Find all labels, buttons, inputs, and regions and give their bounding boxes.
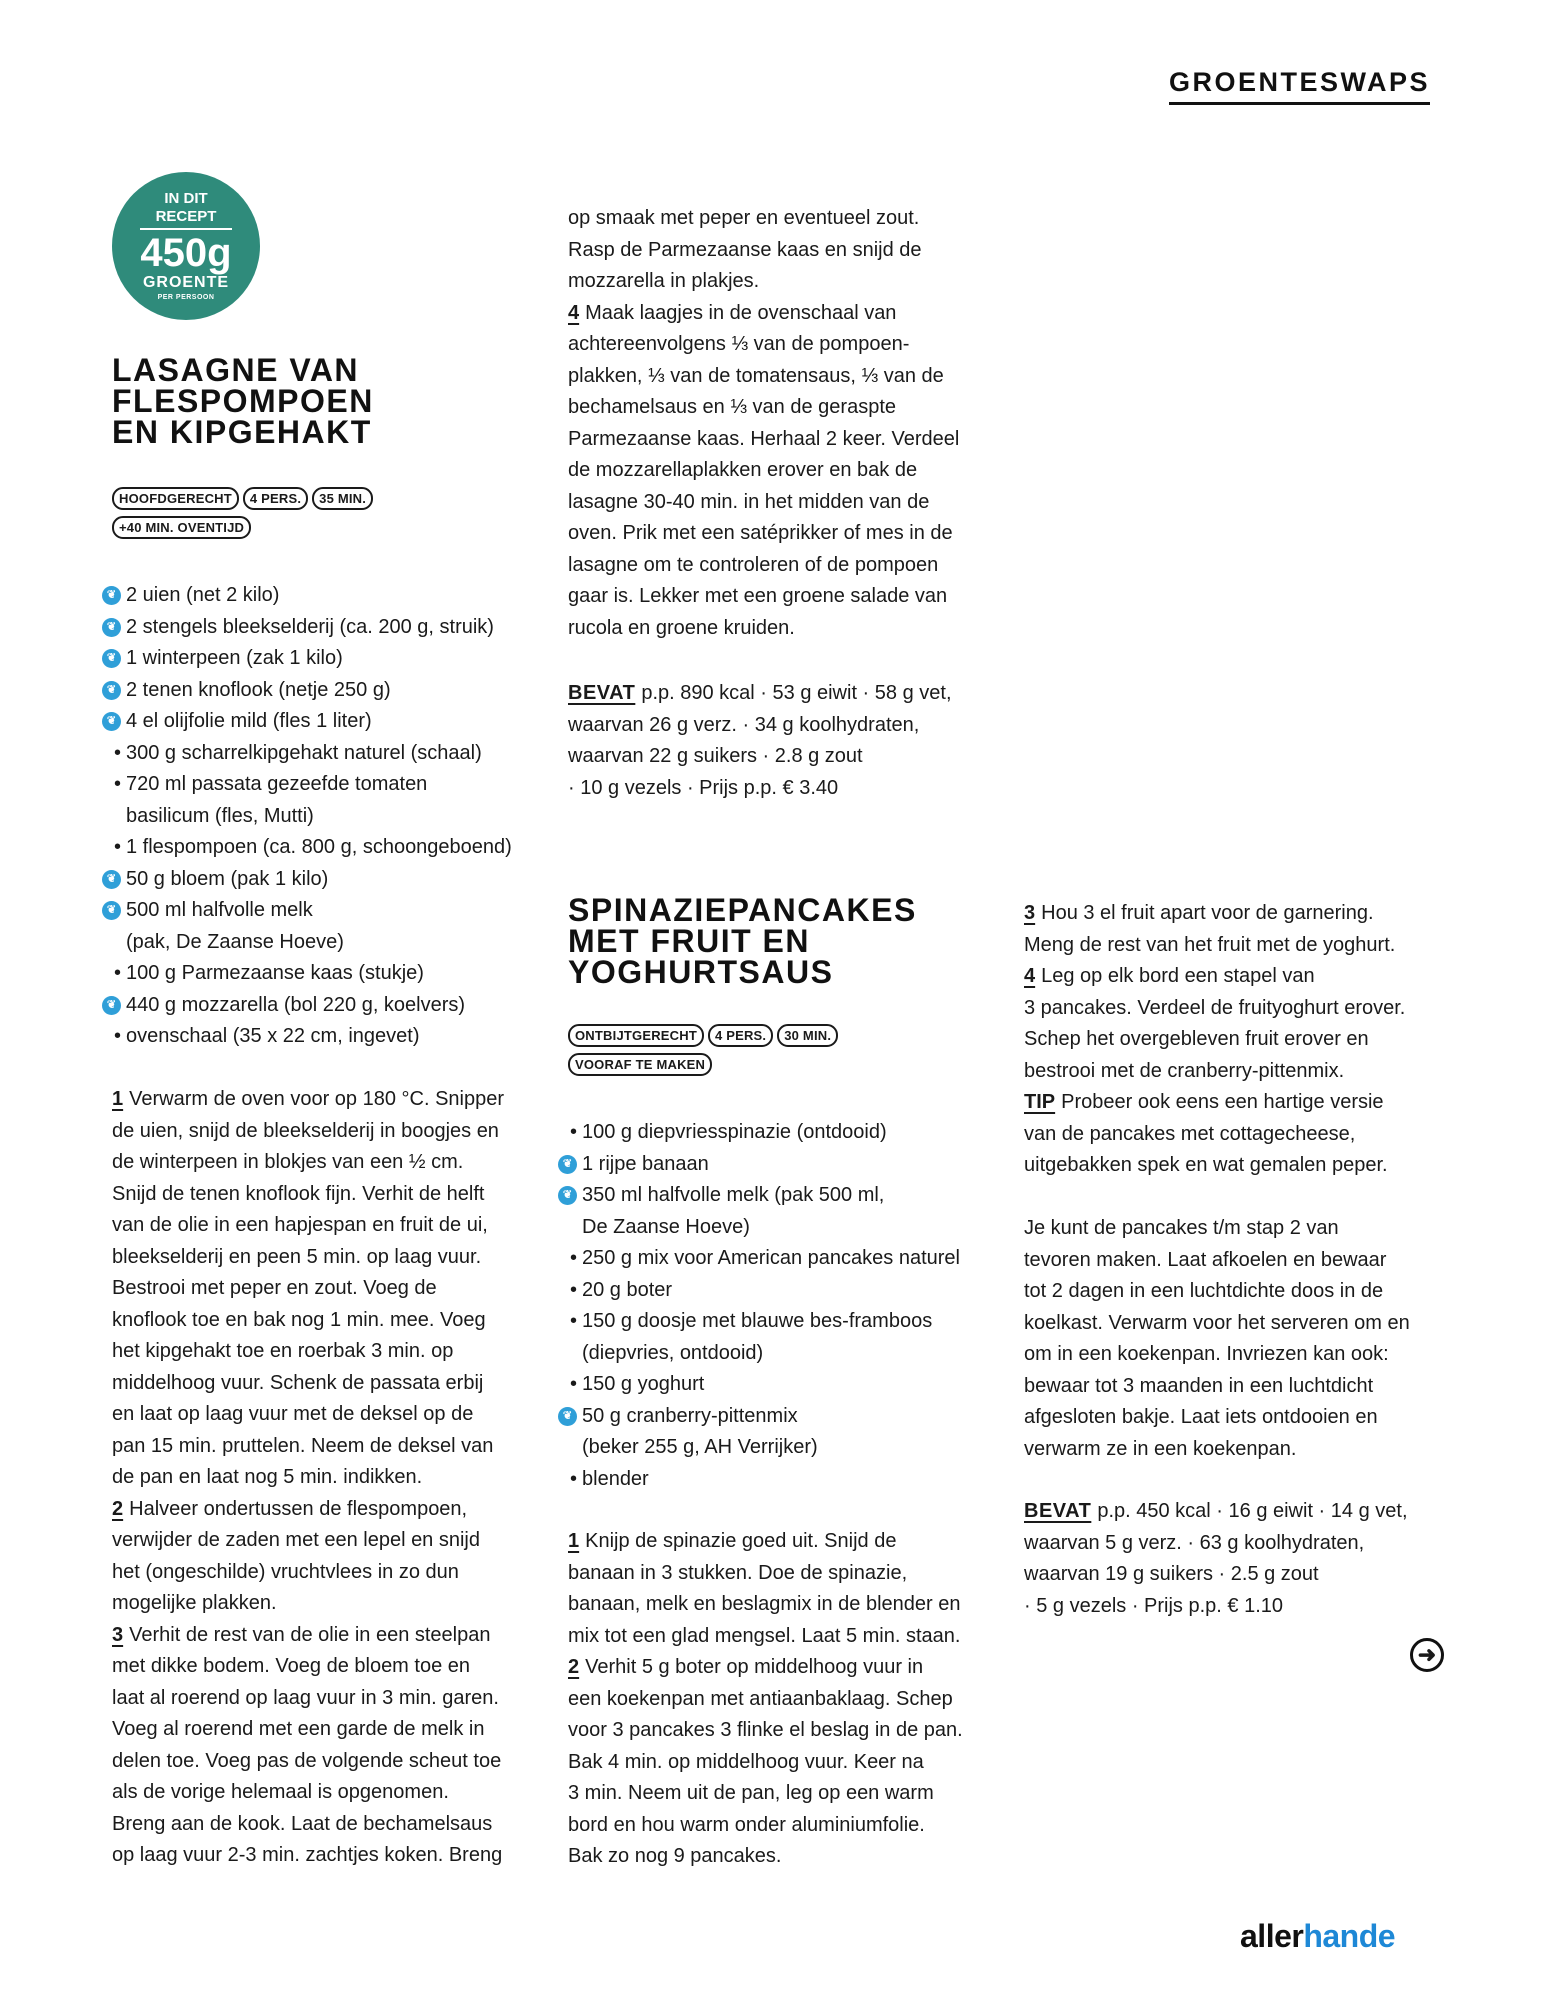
step-paragraph xyxy=(568,1652,1008,1873)
tag-oven-time: +40 MIN. OVENTIJD xyxy=(112,516,251,539)
ingredient-text: 500 ml halfvolle melk xyxy=(126,899,313,921)
ingredient-item xyxy=(106,580,552,612)
step-text: bechamelsaus en ⅓ van de geraspte xyxy=(568,396,896,418)
ingredient-text: 1 flespompoen (ca. 800 g, schoongeboend) xyxy=(126,836,512,858)
vegetable-icon: ❦ xyxy=(102,586,121,605)
nutrition-text: p.p. 450 kcal · 16 g eiwit · 14 g vet, xyxy=(1097,1500,1408,1522)
step-number: 4 xyxy=(568,301,580,324)
ingredient-text: 250 g mix voor American pancakes naturel xyxy=(582,1247,960,1269)
step-text: Parmezaanse kaas. Herhaal 2 keer. Verdeel xyxy=(568,427,960,450)
ingredient-item xyxy=(112,738,552,770)
ingredient-text: 20 g boter xyxy=(582,1278,673,1301)
vegetable-icon: ❦ xyxy=(102,649,121,668)
bullet-icon: • xyxy=(114,962,122,984)
ingredient-item xyxy=(106,643,552,675)
note-text: Je kunt de pancakes t/m stap 2 van xyxy=(1024,1217,1339,1239)
ingredient-item xyxy=(568,1369,1008,1401)
nutrition-text: waarvan 26 g verz. · 34 g koolhydraten, xyxy=(568,713,920,736)
step-paragraph xyxy=(1024,898,1464,961)
ingredient-item xyxy=(106,706,552,738)
ingredient-item xyxy=(562,1149,1008,1181)
logo-part1: aller xyxy=(1240,1918,1304,1954)
ingredient-text: 2 uien (net 2 kilo) xyxy=(126,584,280,606)
step-text: de mozzarellaplakken erover en bak de xyxy=(568,459,918,481)
step-text: bleekselderij en peen 5 min. op laag vuur. xyxy=(112,1245,482,1268)
step-paragraph xyxy=(568,1526,1008,1652)
step-number: 2 xyxy=(568,1656,580,1678)
recipe2-steps-col2 xyxy=(568,1526,1008,1873)
ingredient-text: 2 stengels bleekselderij (ca. 200 g, struik) xyxy=(126,615,494,638)
recipe2-make-ahead-note xyxy=(1024,1213,1464,1465)
step-number: 1 xyxy=(568,1530,580,1552)
step-text: lasagne 30-40 min. in het midden van de xyxy=(568,490,930,513)
ingredient-item xyxy=(568,1306,1008,1369)
note-text: om in een koekenpan. Invriezen kan ook: xyxy=(1024,1343,1389,1365)
step-text: bord en hou warm onder aluminiumfolie. xyxy=(568,1813,925,1836)
step-number: 3 xyxy=(1024,902,1036,924)
recipe1-steps-col2 xyxy=(568,203,1008,644)
recipe1-steps-col1 xyxy=(112,1084,552,1872)
nutrition-label: BEVAT xyxy=(1024,1500,1092,1522)
recipe1-tags xyxy=(112,487,432,545)
step-paragraph xyxy=(568,298,1008,645)
step-text: Halveer ondertussen de flespompoen, xyxy=(129,1497,468,1520)
ingredient-text: 150 g doosje met blauwe bes-framboos xyxy=(582,1310,933,1332)
step-text: mix tot een glad mengsel. Laat 5 min. staan. xyxy=(568,1624,961,1647)
bullet-icon: • xyxy=(570,1121,578,1143)
badge-unit: GROENTE xyxy=(142,274,230,291)
step-number: 2 xyxy=(112,1497,124,1520)
recipe2-nutrition xyxy=(1024,1496,1464,1622)
nutrition-text: · 10 g vezels · Prijs p.p. € 3.40 xyxy=(568,776,839,799)
nutrition-text: waarvan 22 g suikers · 2.8 g zout xyxy=(568,745,863,767)
nutrition-text: waarvan 5 g verz. · 63 g koolhydraten, xyxy=(1024,1531,1365,1554)
recipe2-title-line: YOGHURTSAUS xyxy=(568,954,834,990)
ingredient-text: 100 g diepvriesspinazie (ontdooid) xyxy=(582,1121,887,1143)
allerhande-logo xyxy=(1240,1918,1395,1955)
ingredient-item xyxy=(568,1275,1008,1307)
step-text: plakken, ⅓ van de tomatensaus, ⅓ van de xyxy=(568,364,944,387)
vegetable-icon: ❦ xyxy=(558,1186,577,1205)
nutrition-text: · 5 g vezels · Prijs p.p. € 1.10 xyxy=(1024,1594,1284,1617)
step-text: delen toe. Voeg pas de volgende scheut toe xyxy=(112,1749,502,1772)
recipe2-steps-col3 xyxy=(1024,898,1464,1182)
tag-time: 30 MIN. xyxy=(777,1024,838,1047)
ingredient-text: 350 ml halfvolle melk (pak 500 ml, xyxy=(582,1184,885,1206)
ingredient-text: (diepvries, ontdooid) xyxy=(582,1341,764,1364)
vegetable-amount-badge xyxy=(112,172,260,320)
bullet-icon: • xyxy=(570,1467,578,1490)
recipe1-ingredients xyxy=(106,580,552,1053)
vegetable-icon: ❦ xyxy=(102,996,121,1015)
ingredient-item xyxy=(106,675,552,707)
step-text: de winterpeen in blokjes van een ½ cm. xyxy=(112,1151,464,1173)
step-paragraph xyxy=(112,1084,552,1494)
step-continuation xyxy=(568,203,1008,298)
step-text: lasagne om te controleren of de pompoen xyxy=(568,553,939,576)
step-text: Bak zo nog 9 pancakes. xyxy=(568,1845,782,1867)
step-text: met dikke bodem. Voeg de bloem toe en xyxy=(112,1655,471,1677)
step-text: rucola en groene kruiden. xyxy=(568,616,795,639)
step-text: banaan in 3 stukken. Doe de spinazie, xyxy=(568,1561,908,1584)
ingredient-item xyxy=(112,832,552,864)
step-text: 3 min. Neem uit de pan, leg op een warm xyxy=(568,1782,934,1804)
bullet-icon: • xyxy=(114,773,122,795)
ingredient-text: (beker 255 g, AH Verrijker) xyxy=(582,1436,818,1458)
bullet-icon: • xyxy=(570,1373,578,1395)
vegetable-icon: ❦ xyxy=(102,681,121,700)
recipe2-ingredients xyxy=(562,1117,1008,1495)
ingredient-text: (pak, De Zaanse Hoeve) xyxy=(126,930,344,953)
recipe2-title-line: MET FRUIT EN xyxy=(568,923,810,959)
ingredient-text: 720 ml passata gezeefde tomaten xyxy=(126,773,428,795)
step-number: TIP xyxy=(1024,1091,1056,1113)
step-text: achtereenvolgens ⅓ van de pompoen- xyxy=(568,333,910,355)
note-text: verwarm ze in een koekenpan. xyxy=(1024,1437,1297,1460)
ingredient-item xyxy=(106,612,552,644)
step-text: Knijp de spinazie goed uit. Snijd de xyxy=(585,1530,897,1552)
ingredient-text: ovenschaal (35 x 22 cm, ingevet) xyxy=(126,1025,420,1047)
step-text: en laat op laag vuur met de deksel op de xyxy=(112,1403,474,1425)
bullet-icon: • xyxy=(114,836,122,858)
tag-prep-ahead: VOORAF TE MAKEN xyxy=(568,1053,712,1076)
recipe1-title xyxy=(112,352,374,450)
step-text: de pan en laat nog 5 min. indikken. xyxy=(112,1466,423,1488)
nutrition-text: p.p. 890 kcal · 53 g eiwit · 58 g vet, xyxy=(641,682,952,704)
bullet-icon: • xyxy=(114,741,122,764)
bullet-icon: • xyxy=(570,1247,578,1269)
step-text: Voeg al roerend met een garde de melk in xyxy=(112,1718,485,1740)
vegetable-icon: ❦ xyxy=(102,712,121,731)
step-text: bestrooi met de cranberry-pittenmix. xyxy=(1024,1059,1345,1082)
section-label: GROENTESWAPS xyxy=(1169,67,1430,105)
step-paragraph xyxy=(1024,1087,1464,1182)
ingredient-text: De Zaanse Hoeve) xyxy=(582,1215,750,1238)
step-text: mozzarella in plakjes. xyxy=(568,270,760,292)
ingredient-text: 4 el olijfolie mild (fles 1 liter) xyxy=(126,710,372,732)
bullet-icon: • xyxy=(114,1025,122,1047)
ingredient-item xyxy=(112,769,552,832)
note-text: koelkast. Verwarm voor het serveren om en xyxy=(1024,1311,1410,1334)
step-text: het kipgehakt toe en roerbak 3 min. op xyxy=(112,1340,454,1362)
ingredient-text: 100 g Parmezaanse kaas (stukje) xyxy=(126,962,424,984)
vegetable-icon: ❦ xyxy=(102,870,121,889)
step-text: banaan, melk en beslagmix in de blender en xyxy=(568,1593,961,1615)
tag-course: ONTBIJTGERECHT xyxy=(568,1024,704,1047)
ingredient-item xyxy=(568,1464,1008,1496)
ingredient-item xyxy=(112,958,552,990)
tag-course: HOOFDGERECHT xyxy=(112,487,239,510)
vegetable-icon: ❦ xyxy=(102,901,121,920)
step-text: 3 pancakes. Verdeel de fruityoghurt erover. xyxy=(1024,996,1406,1019)
step-text: Breng aan de kook. Laat de bechamelsaus xyxy=(112,1812,493,1835)
recipe2-title xyxy=(568,892,917,990)
badge-line1: IN DIT xyxy=(164,190,208,207)
ingredient-item xyxy=(112,1021,552,1053)
step-paragraph xyxy=(112,1620,552,1872)
recipe1-title-line: FLESPOMPOEN xyxy=(112,383,374,419)
ingredient-text: 50 g cranberry-pittenmix xyxy=(582,1404,798,1427)
badge-amount: 450g xyxy=(140,231,232,275)
step-text: oven. Prik met een satéprikker of mes in de xyxy=(568,522,953,544)
step-text: Bestrooi met peper en zout. Voeg de xyxy=(112,1277,437,1299)
step-text: Schep het overgebleven fruit erover en xyxy=(1024,1028,1369,1050)
step-text: pan 15 min. pruttelen. Neem de deksel van xyxy=(112,1434,494,1457)
badge-divider xyxy=(140,228,232,230)
ingredient-text: 2 tenen knoflook (netje 250 g) xyxy=(126,678,391,701)
step-text: laat al roerend op laag vuur in 3 min. garen. xyxy=(112,1686,499,1709)
ingredient-text: basilicum (fles, Mutti) xyxy=(126,804,314,827)
step-paragraph xyxy=(112,1494,552,1620)
step-text: Verhit de rest van de olie in een steelpan xyxy=(129,1623,491,1646)
step-text: Bak 4 min. op middelhoog vuur. Keer na xyxy=(568,1750,924,1773)
step-text: de uien, snijd de bleekselderij in boogjes en xyxy=(112,1119,499,1142)
step-text: het (ongeschilde) vruchtvlees in zo dun xyxy=(112,1560,459,1583)
bullet-icon: • xyxy=(570,1310,578,1332)
step-text: verwijder de zaden met een lepel en snijd xyxy=(112,1529,480,1551)
step-text: Rasp de Parmezaanse kaas en snijd de xyxy=(568,238,922,261)
recipe2-title-line: SPINAZIEPANCAKES xyxy=(568,892,917,928)
ingredient-text: 300 g scharrelkipgehakt naturel (schaal) xyxy=(126,741,482,764)
step-text: knoflook toe en bak nog 1 min. mee. Voeg xyxy=(112,1308,486,1331)
bullet-icon: • xyxy=(570,1278,578,1301)
step-text: gaar is. Lekker met een groene salade van xyxy=(568,585,948,607)
tag-time: 35 MIN. xyxy=(312,487,373,510)
ingredient-item xyxy=(568,1243,1008,1275)
step-paragraph xyxy=(1024,961,1464,1087)
tag-servings: 4 PERS. xyxy=(243,487,308,510)
step-text: mogelijke plakken. xyxy=(112,1592,277,1614)
note-text: bewaar tot 3 maanden in een luchtdicht xyxy=(1024,1374,1374,1397)
ingredient-text: 1 rijpe banaan xyxy=(582,1152,709,1175)
ingredient-item xyxy=(568,1117,1008,1149)
ingredient-item xyxy=(106,895,552,958)
recipe1-nutrition xyxy=(568,678,1008,804)
step-number: 4 xyxy=(1024,965,1036,987)
ingredient-item xyxy=(106,864,552,896)
step-text: Verhit 5 g boter op middelhoog vuur in xyxy=(585,1656,924,1678)
step-text: Hou 3 el fruit apart voor de garnering. xyxy=(1041,902,1374,924)
recipe1-title-line: EN KIPGEHAKT xyxy=(112,414,372,450)
vegetable-icon: ❦ xyxy=(558,1155,577,1174)
vegetable-icon: ❦ xyxy=(558,1407,577,1426)
step-text: als de vorige helemaal is opgenomen. xyxy=(112,1781,449,1803)
logo-part2: hande xyxy=(1303,1918,1396,1954)
step-text: voor 3 pancakes 3 flinke el beslag in de pan. xyxy=(568,1719,963,1741)
recipe2-tags xyxy=(568,1024,888,1082)
nutrition-text: waarvan 19 g suikers · 2.5 g zout xyxy=(1024,1563,1319,1585)
step-text: uitgebakken spek en wat gemalen peper. xyxy=(1024,1154,1388,1176)
ingredient-item xyxy=(106,990,552,1022)
recipe1-title-line: LASAGNE VAN xyxy=(112,352,360,388)
ingredient-text: blender xyxy=(582,1467,649,1490)
step-text: Leg op elk bord een stapel van xyxy=(1041,965,1315,987)
tag-servings: 4 PERS. xyxy=(708,1024,773,1047)
step-text: op smaak met peper en eventueel zout. xyxy=(568,207,920,229)
ingredient-text: 150 g yoghurt xyxy=(582,1373,705,1395)
step-text: Meng de rest van het fruit met de yoghurt. xyxy=(1024,933,1396,956)
vegetable-icon: ❦ xyxy=(102,618,121,637)
note-text: afgesloten bakje. Laat iets ontdooien en xyxy=(1024,1406,1378,1428)
arrow-right-circle-icon[interactable]: ➜ xyxy=(1410,1638,1444,1672)
ingredient-item xyxy=(562,1401,1008,1464)
step-text: Maak laagjes in de ovenschaal van xyxy=(585,301,897,324)
step-text: van de olie in een hapjespan en fruit de ui, xyxy=(112,1214,488,1236)
step-number: 1 xyxy=(112,1088,124,1110)
step-text: van de pancakes met cottagecheese, xyxy=(1024,1122,1356,1145)
step-text: op laag vuur 2-3 min. zachtjes koken. Breng xyxy=(112,1844,503,1866)
ingredient-text: 50 g bloem (pak 1 kilo) xyxy=(126,867,329,890)
note-text: tevoren maken. Laat afkoelen en bewaar xyxy=(1024,1248,1387,1271)
badge-sub: PER PERSOON xyxy=(157,294,215,301)
step-text: Snijd de tenen knoflook fijn. Verhit de helft xyxy=(112,1182,485,1205)
badge-line2: RECEPT xyxy=(155,208,217,225)
step-number: 3 xyxy=(112,1623,124,1646)
ingredient-text: 440 g mozzarella (bol 220 g, koelvers) xyxy=(126,993,466,1016)
step-text: Verwarm de oven voor op 180 °C. Snipper xyxy=(129,1088,504,1110)
step-text: een koekenpan met antiaanbaklaag. Schep xyxy=(568,1687,953,1710)
ingredient-item xyxy=(562,1180,1008,1243)
ingredient-text: 1 winterpeen (zak 1 kilo) xyxy=(126,647,343,669)
step-text: middelhoog vuur. Schenk de passata erbij xyxy=(112,1371,484,1394)
note-text: tot 2 dagen in een luchtdichte doos in de xyxy=(1024,1280,1384,1302)
step-text: Probeer ook eens een hartige versie xyxy=(1061,1091,1384,1113)
nutrition-label: BEVAT xyxy=(568,682,636,704)
